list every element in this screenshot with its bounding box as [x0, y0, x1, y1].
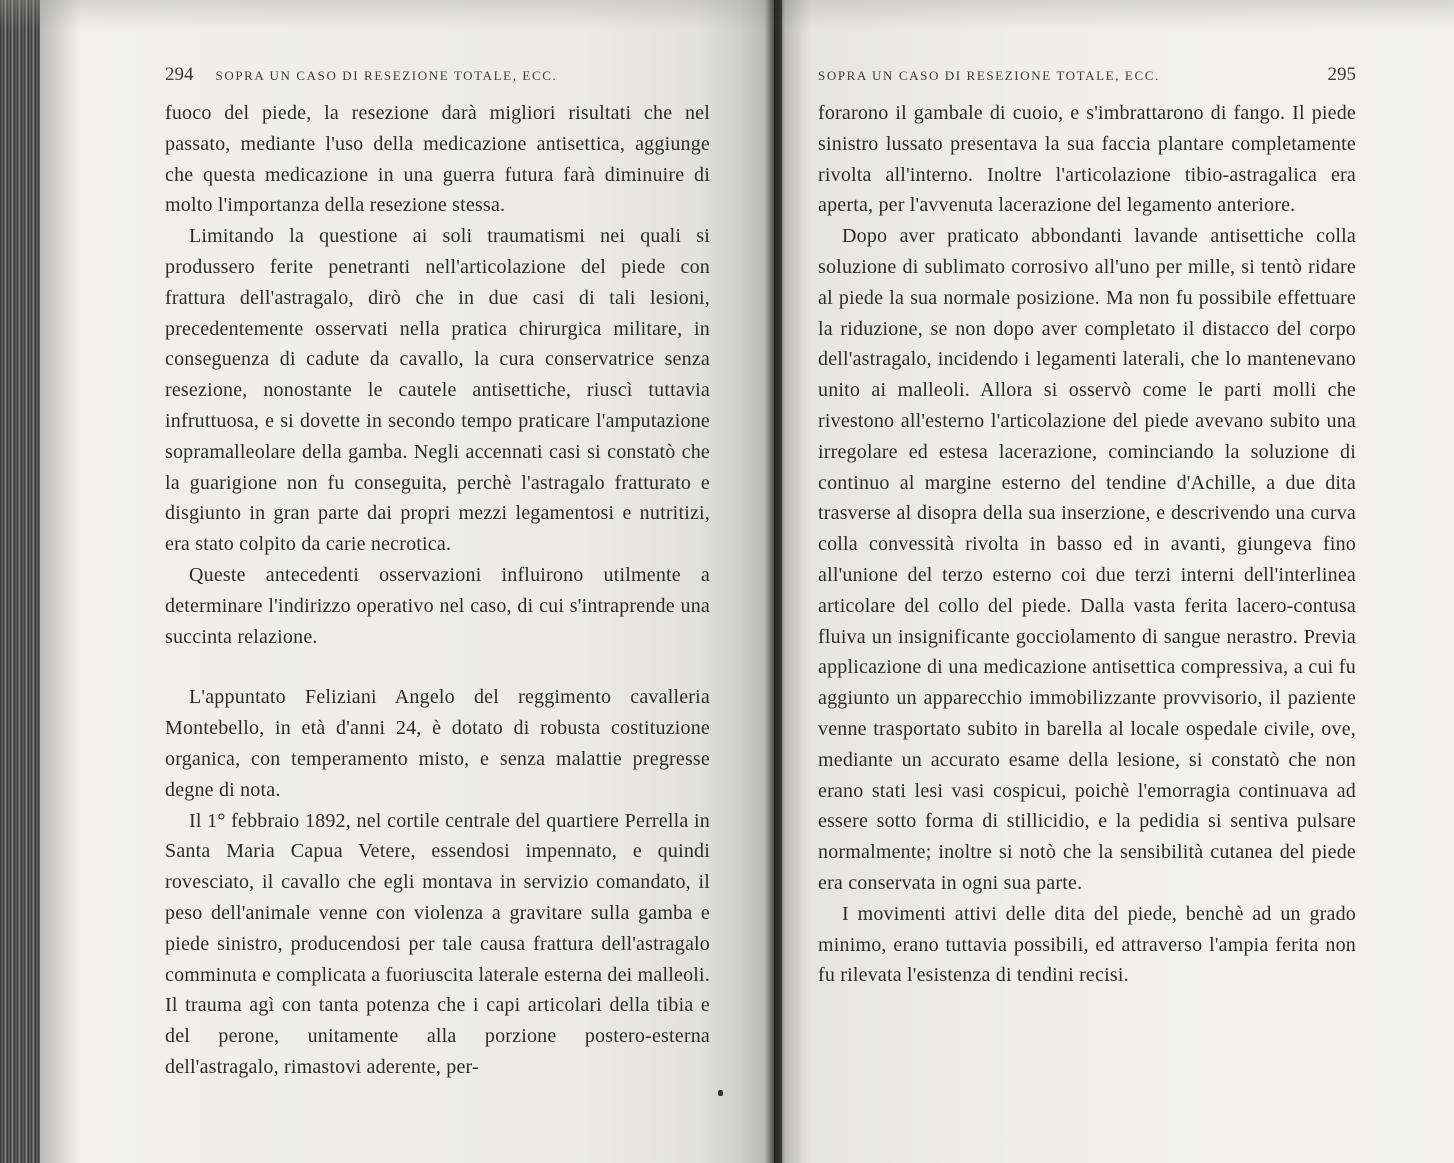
right-running-head: [818, 64, 1356, 92]
paragraph: Dopo aver praticato abbondanti lavande antisettiche colla soluzione di sublimato corrosivo all'uno per mille, si tentò ridare al piede la sua normale posizione. Ma non fu possibile effettuare la riduzione, se non dopo aver completato il distacco del corpo dell'astragalo, incidendo i legamenti laterali, che lo mantenevano unito ai malleoli. Allora si osservò come le parti molli che rivestono all'esterno l'articolazione del piede avevano subito una irregolare ed estesa lacerazione, cominciando la soluzione di continuo al margine esterno del tendine d'Achille, a due dita trasverse al disopra della sua inserzione, e descrivendo una curva colla convessità rivolta in basso ed in avanti, giungeva fino all'unione del terzo esterno coi due terzi interni dell'interlinea articolare del collo del piede. Dalla vasta ferita lacero-contusa fluiva un insignificante gocciolamento di sangue nerastro. Previa applicazione di una medicazione antisettica compressiva, a cui fu aggiunto un apparecchio immobilizzante provvisorio, il paziente venne trasportato subito in barella al locale ospedale civile, ove, mediante un accurato esame della lesione, si constatò che non erano stati lesi vasi cospicui, poichè l'emorragia continuava ad essere sotto forma di stillicidio, e la pedidia si sentiva pulsare normalmente; inoltre si notò che la sensibilità cutanea del piede era conservata in ogni sua parte.: [818, 225, 1356, 894]
paragraph: forarono il gambale di cuoio, e s'imbrattarono di fango. Il piede sinistro lussato presentava la sua faccia plantare completamente rivolta all'interno. Inoltre l'articolazione tibio-astragalica era aperta, per l'avvenuta lacerazione del legamento anteriore.: [818, 102, 1356, 217]
left-body-text: [165, 98, 710, 1083]
right-page: [818, 64, 1356, 991]
edge-shadow: [40, 0, 80, 1163]
left-page: [165, 64, 710, 1083]
paragraph: L'appuntato Feliziani Angelo del reggimento cavalleria Montebello, in età d'anni 24, è dotato di robusta costituzione organica, con temperamento misto, e senza malattie pregresse degne di nota.: [165, 686, 710, 801]
paragraph: Limitando la questione ai soli traumatismi nei quali si produssero ferite penetranti nell'articolazione del piede con frattura dell'astragalo, dirò che in due casi di tali lesioni, precedentemente osservati nella pratica chirurgica militare, in conseguenza di cadute da cavallo, la cura conservatrice senza resezione, nonostante le cautele antisettiche, riuscì tuttavia infruttuosa, e si dovette in secondo tempo praticare l'amputazione sopramalleolare della gamba. Negli accennati casi si constatò che la guarigione non fu conseguita, perchè l'astragalo fratturato e disgiunto in gran parte dai propri mezzi legamentosi e nutritizi, era stato colpito da carie necrotica.: [165, 225, 710, 556]
left-running-title: SOPRA UN CASO DI RESEZIONE TOTALE, ECC.: [215, 68, 558, 83]
paragraph: fuoco del piede, la resezione darà migliori risultati che nel passato, mediante l'uso della medicazione antisettica, aggiunge che questa medicazione in una guerra futura farà diminuire di molto l'importanza della resezione stessa.: [165, 102, 710, 217]
paragraph: Il 1° febbraio 1892, nel cortile centrale del quartiere Perrella in Santa Maria Capua Vetere, essendosi impennato, e quindi rovesciato, il cavallo che egli montava in servizio comandato, il peso dell'animale venne con violenza a gravitare sulla gamba e piede sinistro, producendosi per tale causa frattura dell'astragalo comminuta e complicata a fuoriuscita laterale esterna dei malleoli. Il trauma agì con tanta potenza che i capi articolari della tibia e del perone, unitamente alla porzione postero-esterna dell'astragalo, rimastovi aderente, per-: [165, 809, 710, 1078]
left-running-head: [165, 64, 710, 92]
right-body-text: [818, 98, 1356, 991]
top-shadow: [0, 0, 1454, 30]
paragraph: I movimenti attivi delle dita del piede, benchè ad un grado minimo, erano tuttavia possibili, ed attraverso l'ampia ferita non fu rilevata l'esistenza di tendini recisi.: [818, 902, 1356, 987]
left-page-number: 294: [165, 64, 194, 85]
paragraph: Queste antecedenti osservazioni influirono utilmente a determinare l'indirizzo operativo nel caso, di cui s'intraprende una succinta relazione.: [165, 563, 710, 648]
ink-mark: [718, 1090, 723, 1096]
right-page-number: 295: [1327, 64, 1356, 85]
right-running-title: SOPRA UN CASO DI RESEZIONE TOTALE, ECC.: [818, 68, 1160, 83]
book-edge: [0, 0, 40, 1163]
gutter-fold: [774, 0, 782, 1163]
